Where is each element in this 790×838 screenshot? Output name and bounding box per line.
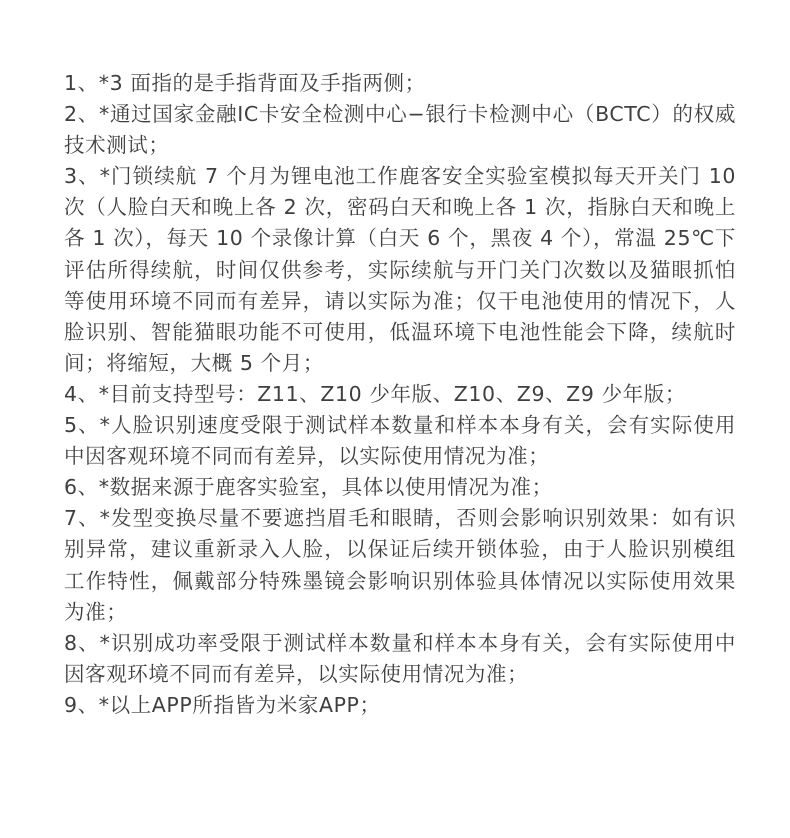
footnote-3: 3、*门锁续航 7 个月为锂电池工作鹿客安全实验室模拟每天开关门 10 次（人脸白天和晚上各 2 次，密码白天和晚上各 1 次，指脉白天和晚上各 1 次），每天 10 个录像计算（白天 6 个，黑夜 4 个），常温 25℃下评估所得续航，时间仅供参考，实际续航与开门关门次数以及猫眼抓怕等使用环境不同而有差异，请以实际为准；仅干电池使用的情况下，人脸识别、智能猫眼功能不可使用，低温环境下电池性能会下降，续航时间；将缩短，大概 5 个月； — [64, 164, 736, 375]
footnote-5: 5、*人脸识别速度受限于测试样本数量和样本本身有关，会有实际使用中因客观环境不同而有差异，以实际使用情况为准； — [64, 413, 736, 469]
footnote-9: 9、*以上APP所指皆为米家APP； — [64, 692, 381, 717]
footnote-7: 7、*发型变换尽量不要遮挡眉毛和眼睛，否则会影响识别效果：如有识别异常，建议重新录入人脸，以保证后续开锁体验，由于人脸识别模组工作特性，佩戴部分特殊墨镜会影响识别体验具体情况以实际使用效果为准； — [64, 506, 736, 624]
footnote-6: 6、*数据来源于鹿客实验室，具体以使用情况为准； — [64, 475, 553, 500]
footnote-1: 1、*3 面指的是手指背面及手指两侧； — [64, 71, 426, 95]
footnotes-list — [64, 68, 736, 721]
footnote-2: 2、*通过国家金融IC卡安全检测中心−银行卡检测中心（BCTC）的权威技术测试； — [64, 102, 736, 158]
footnote-4: 4、*目前支持型号：Z11、Z10 少年版、Z10、Z9、Z9 少年版； — [64, 381, 686, 406]
footnote-8: 8、*识别成功率受限于测试样本数量和样本本身有关，会有实际使用中因客观环境不同而有差异，以实际使用情况为准； — [64, 630, 736, 686]
